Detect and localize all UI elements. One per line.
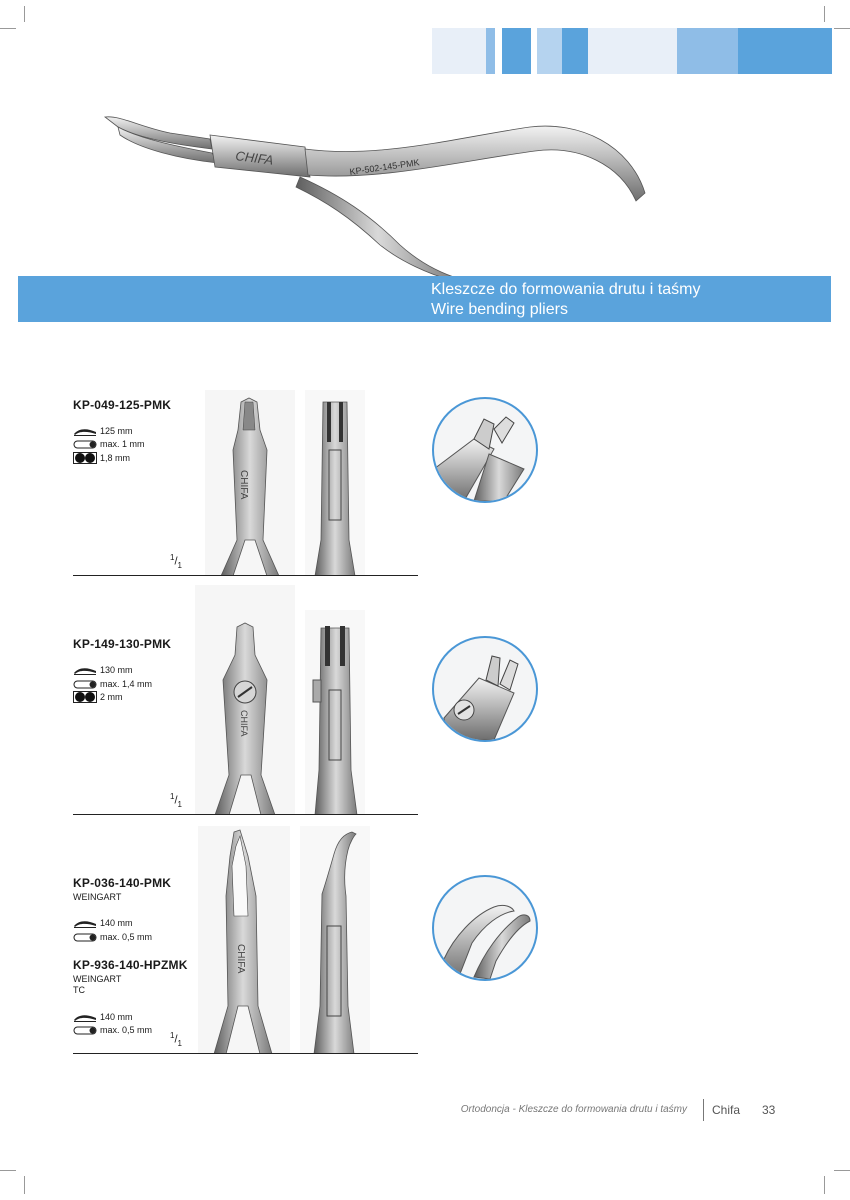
variant-subtitle: WEINGART (73, 974, 122, 984)
crop-mark (0, 28, 16, 29)
crop-mark (824, 6, 825, 22)
crop-mark (834, 1170, 850, 1171)
length-icon (73, 427, 97, 436)
tip-detail-circle (432, 397, 538, 503)
spec-length (73, 664, 133, 676)
spec-tip (73, 452, 130, 464)
scale-label: $^1/_1$ (170, 792, 182, 809)
wire-icon (73, 1026, 97, 1035)
banner-title (431, 280, 700, 320)
banner-title-en: Wire bending pliers (431, 301, 568, 318)
length-icon (73, 666, 97, 675)
spec-value: 130 mm (100, 665, 133, 675)
tip-detail-image (434, 638, 536, 740)
pliers-logo: CHIFA (235, 944, 246, 974)
footer-divider (703, 1099, 704, 1121)
page-number: 33 (762, 1103, 776, 1117)
hero-pliers-image (100, 105, 660, 280)
footer-brand: Chifa (712, 1103, 741, 1117)
spec-wire (73, 678, 152, 690)
spec-length (73, 425, 133, 437)
product-code: KP-149-130-PMK (73, 637, 172, 651)
spec-length (73, 1011, 133, 1023)
pliers-side-view (305, 610, 365, 815)
spec-wire (73, 931, 152, 943)
pliers-side-view (305, 390, 365, 576)
pliers-front-view (198, 826, 290, 1054)
category-banner (18, 276, 831, 322)
variant-subtitle: TC (73, 985, 85, 995)
spec-value: 1,8 mm (100, 453, 131, 463)
tip-diameter-icon (73, 691, 97, 703)
section-rule (73, 1053, 418, 1054)
spec-value: 140 mm (100, 918, 133, 928)
spec-wire (73, 438, 145, 450)
product-code: KP-036-140-PMK (73, 876, 172, 890)
spec-length (73, 917, 133, 929)
crop-mark (0, 1170, 16, 1171)
tip-detail-image (434, 877, 536, 979)
product-subtitle: WEINGART (73, 892, 122, 902)
tip-diameter-icon (73, 452, 97, 464)
wire-icon (73, 933, 97, 942)
spec-value: 140 mm (100, 1012, 133, 1022)
spec-value: max. 1 mm (100, 439, 145, 449)
crop-mark (24, 1176, 25, 1194)
pliers-front-view (205, 390, 295, 576)
wire-icon (73, 440, 97, 449)
crop-mark (834, 28, 850, 29)
section-rule (73, 575, 418, 576)
length-icon (73, 1013, 97, 1022)
spec-value: max. 1,4 mm (100, 679, 153, 689)
tip-detail-circle (432, 875, 538, 981)
tip-detail-image (434, 399, 536, 501)
tip-detail-circle (432, 636, 538, 742)
pliers-logo: CHIFA (238, 470, 249, 500)
spec-wire (73, 1024, 152, 1036)
crop-mark (24, 6, 25, 22)
hero-engraving: KP-502-145-PMK (348, 157, 421, 177)
banner-title-pl: Kleszcze do formowania drutu i taśmy (431, 281, 701, 298)
spec-value: max. 0,5 mm (100, 1025, 153, 1035)
crop-mark (824, 1176, 825, 1194)
spec-tip (73, 691, 123, 703)
spec-value: max. 0,5 mm (100, 932, 153, 942)
wire-icon (73, 680, 97, 689)
pliers-logo: CHIFA (239, 710, 249, 737)
scale-label: $^1/_1$ (170, 553, 182, 570)
hero-logo: CHIFA (234, 148, 275, 168)
scale-label: $^1/_1$ (170, 1031, 182, 1048)
footer-section-title: Ortodoncja - Kleszcze do formowania drutu i taśmy (460, 1104, 687, 1115)
spec-value: 125 mm (100, 426, 133, 436)
pliers-side-view (300, 826, 370, 1054)
spec-value: 2 mm (100, 692, 123, 702)
pliers-front-view (195, 585, 295, 815)
section-rule (73, 814, 418, 815)
length-icon (73, 919, 97, 928)
variant-code: KP-936-140-HPZMK (73, 958, 188, 972)
product-code: KP-049-125-PMK (73, 398, 172, 412)
